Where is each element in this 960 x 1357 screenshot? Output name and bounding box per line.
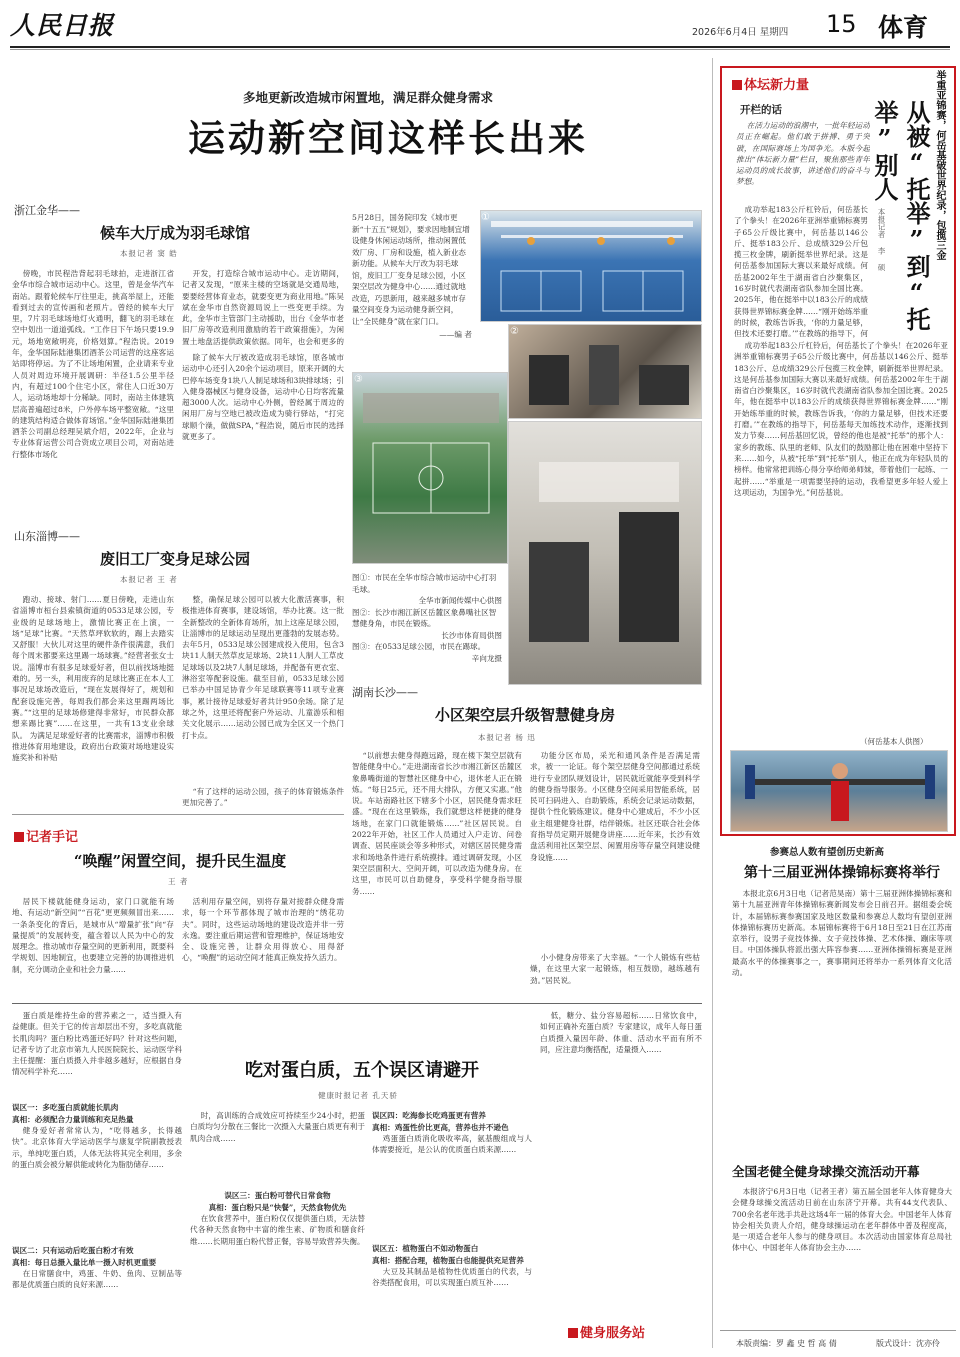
footer-designer: 版式设计：沈亦伶 bbox=[876, 1339, 940, 1348]
story1-location: 浙江金华—— bbox=[14, 204, 80, 217]
photo3-illustration bbox=[353, 373, 509, 565]
protein-col3 bbox=[372, 1110, 532, 1342]
box-subhead: 开栏的话 bbox=[740, 104, 782, 116]
story3-col1: “以前想去健身得跑远路，现在楼下架空层就有智能健身中心。”走进湖南省长沙市湘江新区岳麓区象鼻嘴街道的智慧社区健身中心，退休老人正在锻炼。“每日25元，还不用大排队，方便又实惠。”他说。车站南路社区下辖多个小区，居民健身需求旺盛。“现在在这里锻炼，我们就想这样便捷的健身场地，在家门口就能锻炼……”社区居民说。自2022年开始，社区工作人员通过入户走访、问卷调查、居民座谈会等多种形式，对辖区居民健身需求和场地条件进行系统摸排。通过调研发现，小区架空层面积大、空间开阔，可以改造为健身房。在这里，市民可以自助健身，享受科学健身指导服务…… bbox=[352, 751, 522, 896]
notebook-top-rule bbox=[12, 814, 344, 815]
gym-photo bbox=[508, 324, 702, 419]
protein-col2-body2: 在饮食营养中，蛋白粉仅仅提供蛋白质，无法替代各种天然食物中丰富的维生素、矿物质和膳食纤维……长期用蛋白粉代替正餐，容易导致营养失衡。 bbox=[190, 1214, 365, 1246]
service-label: 健身服务站 bbox=[568, 1322, 645, 1341]
elderly-title: 全国老健全健身球操交流活动开幕 bbox=[732, 1164, 920, 1179]
protein-col2-body: 时，高训练的合成效应可持续至少24小时，把蛋白质均匀分散在三餐比一次摄入大量蛋白质更有利于肌肉合成…… bbox=[190, 1111, 365, 1143]
lead-editor-note: 5月28日，国务院印发《城市更新“十五五”规划》，要求因地制宜增设健身休闲运动场所，推动闲置低效厂房、厂房和设施，植入新业态新功能。从候车大厅改为羽毛球馆，废旧工厂变身足球公园，小区架空层改为健身中心……通过就地改造，巧思新用，越来越多城市存量空间变身为运动健身新空间，让“全民健身”就在家门口。 ——编 者 bbox=[352, 213, 472, 339]
protein-col1 bbox=[12, 1102, 182, 1342]
notebook-col1: 居民下楼就能健身运动，家门口就能有场地、有运动“新空间”“百花”更更频频冒出来……一条条变化的背后，是城市从“增量扩张”向“存量提质”的发展转变，蕴含着以人民为中心的发展理念。推动城市存量空间的更新利用，既要科学规划、因地制宜，也要建立完善的协调推进机制，充分调动企业和社会力量…… bbox=[12, 897, 174, 974]
photo4-illustration bbox=[509, 422, 703, 686]
story2-byline: 本报记者 王 者 bbox=[120, 575, 178, 584]
story3-col2b: 小小健身房带来了大幸福。“一个人锻炼有些枯燥，在这里大家一起锻炼，相互鼓励，越练越有劲。”居民说。 bbox=[530, 953, 700, 985]
story1-col2b: 除了候车大厅被改造成羽毛球馆，原各城市运动中心还引入20余个运动项目，原来开阔的大巴停车场变身1块八人制足球场和3块排球场；引入健身器械区与健身设备，运动中心日均客流量超3000人次。运动中心外侧，曾经属于周边的闲用厂房与空地已被改造成为骑行驿站，“打完球顺个澡，做做SPA，”程浩说，随后市民的选择就更多了。 bbox=[182, 353, 344, 442]
photo-credit-2: 长沙市体育局供图 bbox=[441, 630, 502, 640]
story2-col1: 跑动、接球、射门……夏日傍晚，走进山东省淄博市桓台县索镇街道的0533足球公园，专业级的足球场地上，激情比赛正在上演，一场“足球”比赛。“天然草坪软软的，踢上去踏实又舒服！大伙儿对这里的硬件条件很满意，我们每个周末都要来这里踢一场球赛。”经营者张女士说。淄博市有很多足球爱好者，但以前找场地挺难的。另一头，利用废弃的足球比赛正在本人工事况足球场改造后，“现在发展得好了，规划和配套设施完善，每周我们都会来这里踢两场比赛。”“这里的足球场修建得非常好，市民群众都想来踢比赛”……在这里，一共有13支业余球队。 为满足足球爱好者的比赛需求，淄博市积极推进体育用地建设，政府出台政策对场地建设实施奖补和补贴 bbox=[12, 595, 174, 763]
protein-title: 吃对蛋白质，五个误区请避开 bbox=[245, 1060, 479, 1081]
column-marker-icon bbox=[732, 80, 742, 90]
photo-caption-3: 图③：在0533足球公园，市民在踢球。 bbox=[352, 642, 486, 651]
myth1-body: 健身爱好者常常认为，“吃得越多，长得越快”。北京体育大学运动医学与康复学院副教授表示，单纯吃蛋白质，人体无法将其完全利用，多余的蛋白质会被分解供能或转化为脂肪储存…… bbox=[12, 1126, 182, 1169]
feature-title: 从被“托举”到“托举”别人 bbox=[870, 100, 931, 331]
story3-byline: 本报记者 杨 迅 bbox=[478, 733, 536, 742]
lower-divider bbox=[12, 1003, 702, 1004]
protein-col4: 低，糖分、盐分容易超标……日常饮食中，如何正确补充蛋白质？专家建议，成年人每日蛋白质摄入量因年龄、体重、活动水平而有所不同，应注意均衡搭配，适量摄入…… bbox=[540, 1011, 702, 1054]
myth1-truth: 真相：必须配合力量训练和充足热量 bbox=[12, 1114, 134, 1124]
photo-captions bbox=[352, 572, 502, 682]
lead-kicker: 多地更新改造城市闲置地，满足群众健身需求 bbox=[242, 90, 493, 105]
gym-kicker: 参赛总人数有望创历史新高 bbox=[770, 847, 885, 858]
myth5-truth: 真相：搭配合理，植物蛋白也能提供充足营养 bbox=[372, 1255, 524, 1265]
notebook-label: 记者手记 bbox=[14, 826, 78, 845]
myth3-head: 误区三：蛋白粉可替代日常食物 bbox=[224, 1191, 331, 1200]
feature-kicker: 举重亚锦赛，何岳基破世界纪录，包揽三金 bbox=[934, 70, 945, 260]
story1-col2: 开发，打造综合城市运动中心。走访期间，记者又发现，“原来主楼的空场就是交通局地，要要经营体育业态，就要变更为商业用地。”陈吴斌在金华市自然资源局说上一些变更手续。为此，金华市主管部门主动援助，出台《金华市老旧厂房等改造利用激励的若干政策措施》，为闲置土地盘活提供政策依据。同年，也会和更多的 bbox=[182, 269, 344, 346]
masthead-rule-thin bbox=[10, 49, 950, 50]
photo-caption-2: 图②：长沙市湘江新区岳麓区象鼻嘴社区智慧健身角，市民在锻炼。 bbox=[352, 607, 497, 628]
myth5-body: 大豆及其制品是植物性优质蛋白的代表，与谷类搭配食用，可以实现蛋白质互补…… bbox=[372, 1267, 532, 1288]
box-intro: 在活力运动的浪潮中，一批年轻运动员正在崛起。他们敢于拼搏、勇于突破，在国际赛场上为国争光。本版今起推出“体坛新力量”栏目，聚焦那些青年运动员的成长故事，讲述他们的奋斗与梦想。 bbox=[736, 121, 870, 187]
myth4-body: 鸡蛋蛋白质消化吸收率高，氨基酸组成与人体需要接近，是公认的优质蛋白质来源…… bbox=[372, 1134, 532, 1155]
photo-caption-1: 图①：市民在全华市综合城市运动中心打羽毛球。 bbox=[352, 573, 497, 594]
notebook-title: “唤醒”闲置空间，提升民生温度 bbox=[73, 852, 287, 870]
editor-signature: ——编 者 bbox=[439, 330, 472, 339]
gym-body: 本报北京6月3日电（记者范昊南）第十三届亚洲体操锦标赛和第十九届亚洲青年体操锦标赛新闻发布会日前召开。据组委会统计，本届锦标赛参赛国家及地区数量和参赛总人数均有望创亚洲体操锦标赛历史新高。本届锦标赛将于6月18日至21日在江苏南京举行，设男子竞技体操、女子竞技体操、艺术体操、蹦床等项目。中国体操队将派出强大阵容参赛……亚洲体操锦标赛是亚洲最高水平的体操赛事之一，赛事期间还将举办一系列体育文化活动。 bbox=[732, 889, 952, 978]
column-marker-icon bbox=[14, 832, 24, 842]
notebook-author: 王 者 bbox=[168, 877, 189, 886]
myth2-body: 在日常膳食中，鸡蛋、牛奶、鱼肉、豆制品等都是优质蛋白质的良好来源…… bbox=[12, 1269, 182, 1290]
myth4-head: 误区四：吃海参长吃鸡蛋更有营养 bbox=[372, 1111, 486, 1120]
myth1-head: 误区一：多吃蛋白质就能长肌肉 bbox=[12, 1103, 119, 1112]
myth2-head: 误区二：只有运动后吃蛋白粉才有效 bbox=[12, 1246, 134, 1255]
protein-byline: 健康时报记者 孔天骄 bbox=[318, 1091, 398, 1100]
myth4-truth: 真相：鸡蛋性价比更高，营养也并不逊色 bbox=[372, 1122, 509, 1132]
issue-date: 2026年6月4日 星期四 bbox=[692, 27, 789, 38]
photo3-number-icon: ③ bbox=[354, 374, 363, 385]
masthead-rule bbox=[10, 46, 950, 48]
story2-location: 山东淄博—— bbox=[14, 530, 80, 543]
story2-title: 废旧工厂变身足球公园 bbox=[99, 550, 250, 568]
section-name: 体育 bbox=[878, 13, 929, 42]
story3-title: 小区架空层升级智慧健身房 bbox=[434, 706, 615, 724]
column-marker-icon bbox=[568, 1328, 578, 1338]
photo2-number-icon: ② bbox=[510, 326, 519, 337]
photo1-number-icon: ① bbox=[481, 212, 490, 223]
photo2-illustration bbox=[509, 325, 703, 420]
page-number: 15 bbox=[826, 10, 857, 38]
story1-title: 候车大厅成为羽毛球馆 bbox=[99, 224, 250, 242]
box-label: 体坛新力量 bbox=[732, 74, 809, 93]
feature-body-top: 成功举起183公斤杠铃后，何岳基长了个拳头！在2026年亚洲举重锦标赛男子65公斤级比赛中，何岳基以146公斤、挺举183公斤、总成绩329公斤包揽三枚金牌，刷新挺举世界纪录。这是何岳基参加国际大赛以来最好成绩。何岳基2002年生于湖南省白沙聚集区，16岁时就代表湖南省队参加全国比赛。2025年，他在挺举中以183公斤的成绩获得世界锦标赛金牌……“刚开始练举重的时候，教练告诉我，‘你的力量足够，但技术还要打磨。’”在教练的指导下，何 bbox=[734, 205, 868, 339]
feature-photo-credit: （何岳基本人供图） bbox=[860, 737, 928, 746]
right-column-divider bbox=[712, 58, 713, 1348]
gym-title: 第十三届亚洲体操锦标赛将举行 bbox=[744, 865, 940, 881]
newspaper-logo: 人民日报 bbox=[10, 11, 115, 40]
story1-byline: 本报记者 窦 皓 bbox=[120, 249, 178, 258]
story3-col2: 功能分区布局，采光和通风条件是否满足需求，被一一论证。每个架空层健身空间都通过系统进行专业团队规划设计，居民就近就能享受到科学的健身指导服务。小区健身空间采用智能系统，居民可扫码进入、自助锻炼，系统会记录运动数据，提供个性化锻炼建议。健身中心建成后，不少小区业主组建健身社群，结伴锻炼。社区还联合社会体育指导员定期开展健身讲座……近年来，长沙有效盘活利用社区架空层、闲置用房等存量空间建设健身设施…… bbox=[530, 751, 700, 862]
weightlifter-illustration bbox=[731, 751, 949, 833]
story3-location: 湖南长沙—— bbox=[352, 686, 418, 699]
masthead bbox=[0, 0, 960, 50]
story1-col1: 傍晚，市民程浩背起羽毛球拍，走进浙江省金华市综合城市运动中心。这里，曾是金华汽车南站。跟着轮候车厅往里走，挑高举屋上，还能看到过去的宣传画和老照片。曾经的候车大厅里，7片羽毛球场地灯火通明，翻飞的羽毛球在空中划出一道道弧线。“工作日下午场只要19.9元，场地宽敞明亮，价格划算。”程浩说。2019年，金华国际陆港集团酒茶公司运营的这座客运站即将停运。为了不让场地闲置，企业请来专业人员对周边环境开展调研：半径1.5公里半径内，有超过100个住宅小区，常住人口近30万人，运动场地却十分稀缺。同时，南站主体建筑层高普遍超过8米，户外停车场平整宽敞。“这里的建筑结构适合做体育场馆。”金华国际陆港集团酒茶公司副总经理吴斌介绍，2022年，企业与专业体育运营公司合资成立项目公司，对南站进行整体市场化 bbox=[12, 269, 174, 459]
lead-title: 运动新空间这样长出来 bbox=[188, 117, 588, 160]
feature-byline: 本报记者 李 硕 bbox=[877, 208, 886, 271]
photo-credit-1: 全华市新闻传媒中心供图 bbox=[418, 596, 502, 605]
notebook-col2: 活利用存量空间，别将存量对接群众健身需求，每一个环节都体现了城市治理的“绣花功夫”。同时，这些运动场地的建设改造并非一劳永逸。要注重后期运营和管理维护，保证场地安全、设施完善，让群众用得放心、用得舒心，“唤醒”的运动空间才能真正焕发持久活力。 bbox=[182, 897, 344, 963]
smart-gym-photo bbox=[508, 421, 702, 685]
story2-col2: 整，确保足球公园可以被大化激活赛事，积极推进体育赛事，建设场馆，举办比赛。这一批全新整改的全新体育场所，加上这座足球公园，让淄博市的足球运动呈现出更蓬勃的发展态势。去年5月，0533足球公园建成投入使用，包含3块11人制天然草皮足球场、2块11人制人工草皮足球场以及2块7人制足球场，并配备有更衣室、淋浴室等配套设施。截至目前，0533足球公园已举办中国足协青少年足球联赛等11项专业赛事，累计接待足球爱好者共计950余场。除了足球之外，这里还将配套户外运动、儿童游乐和相关文化展示……运动公园已成为全区又一个热门打卡点。 bbox=[182, 595, 344, 740]
football-park-photo bbox=[352, 372, 508, 564]
myth3-truth: 真相：蛋白粉只是“快餐”，天然食物优先 bbox=[208, 1202, 347, 1212]
protein-intro: 蛋白质是维持生命的营养素之一，适当摄入有益健康。但关于它的传言却层出不穷，多吃真就能长肌肉吗？蛋白粉比鸡蛋还好吗？针对这些问题，记者专访了北京市第九人民医院院长、运动医学科主任提醒：蛋白质摄入并非越多越好，应根据自身情况科学补充…… bbox=[12, 1011, 182, 1077]
feature-body: 成功举起183公斤杠铃后，何岳基长了个拳头！在2026年亚洲举重锦标赛男子65公斤级比赛中，何岳基以146公斤、挺举183公斤、总成绩329公斤包揽三枚金牌，刷新挺举世界纪录。这是何岳基参加国际大赛以来最好成绩。何岳基2002年生于湖南省白沙聚集区，16岁时就代表湖南省队参加全国比赛。2025年，他在挺举中以183公斤的成绩获得世界锦标赛金牌……“刚开始练举重的时候，教练告诉我，‘你的力量足够，但技术还要打磨。’”在教练的指导下，何岳基每天加练技术动作，逐渐找到发力节奏……何岳基回忆说，曾经的他也是被“托举”的那个人：家乡的教练、队里的老师、队友们的鼓励都让他在困难中坚持下来……如今，从被“托举”到“托举”别人，他正在成为年轻队员的榜样。他常常把训练心得分享给师弟师妹，带着他们一起练、一起拼……“举重是一项需要坚持的运动，我希望更多年轻人爱上这项运动，为国争光。”何岳基说。 bbox=[734, 341, 948, 497]
elderly-body: 本报济宁6月3日电（记者王者）第五届全国老年人体育健身大会健身球操交流活动日前在山东济宁开幕。共有44支代表队、700余名老年选手共赴这场4年一届的体育大会。中国老年人体育协会相关负责人介绍，健身球操运动在老年群体中普及程度高，是一项适合老年人参与的健身项目。本次活动由国家体育总局社体中心、中国老年人体育协会主办…… bbox=[732, 1187, 952, 1253]
myth5-head: 误区五：植物蛋白不如动物蛋白 bbox=[372, 1244, 479, 1253]
weightlifter-photo bbox=[730, 750, 948, 832]
photo-credit-3: 辛向龙摄 bbox=[471, 653, 502, 663]
footer-rule bbox=[720, 1330, 956, 1331]
protein-col2 bbox=[190, 1110, 365, 1342]
footer-editors: 本版责编：罗 鑫 史 哲 高 倩 bbox=[736, 1339, 837, 1348]
myth2-truth: 真相：每日总摄入量比单一摄入时机更重要 bbox=[12, 1257, 157, 1267]
story2-col2b: “有了这样的运动公园，孩子的体育锻炼条件更加完善了。” bbox=[182, 787, 344, 808]
photo1-illustration bbox=[481, 211, 703, 323]
badminton-hall-photo bbox=[480, 210, 702, 322]
